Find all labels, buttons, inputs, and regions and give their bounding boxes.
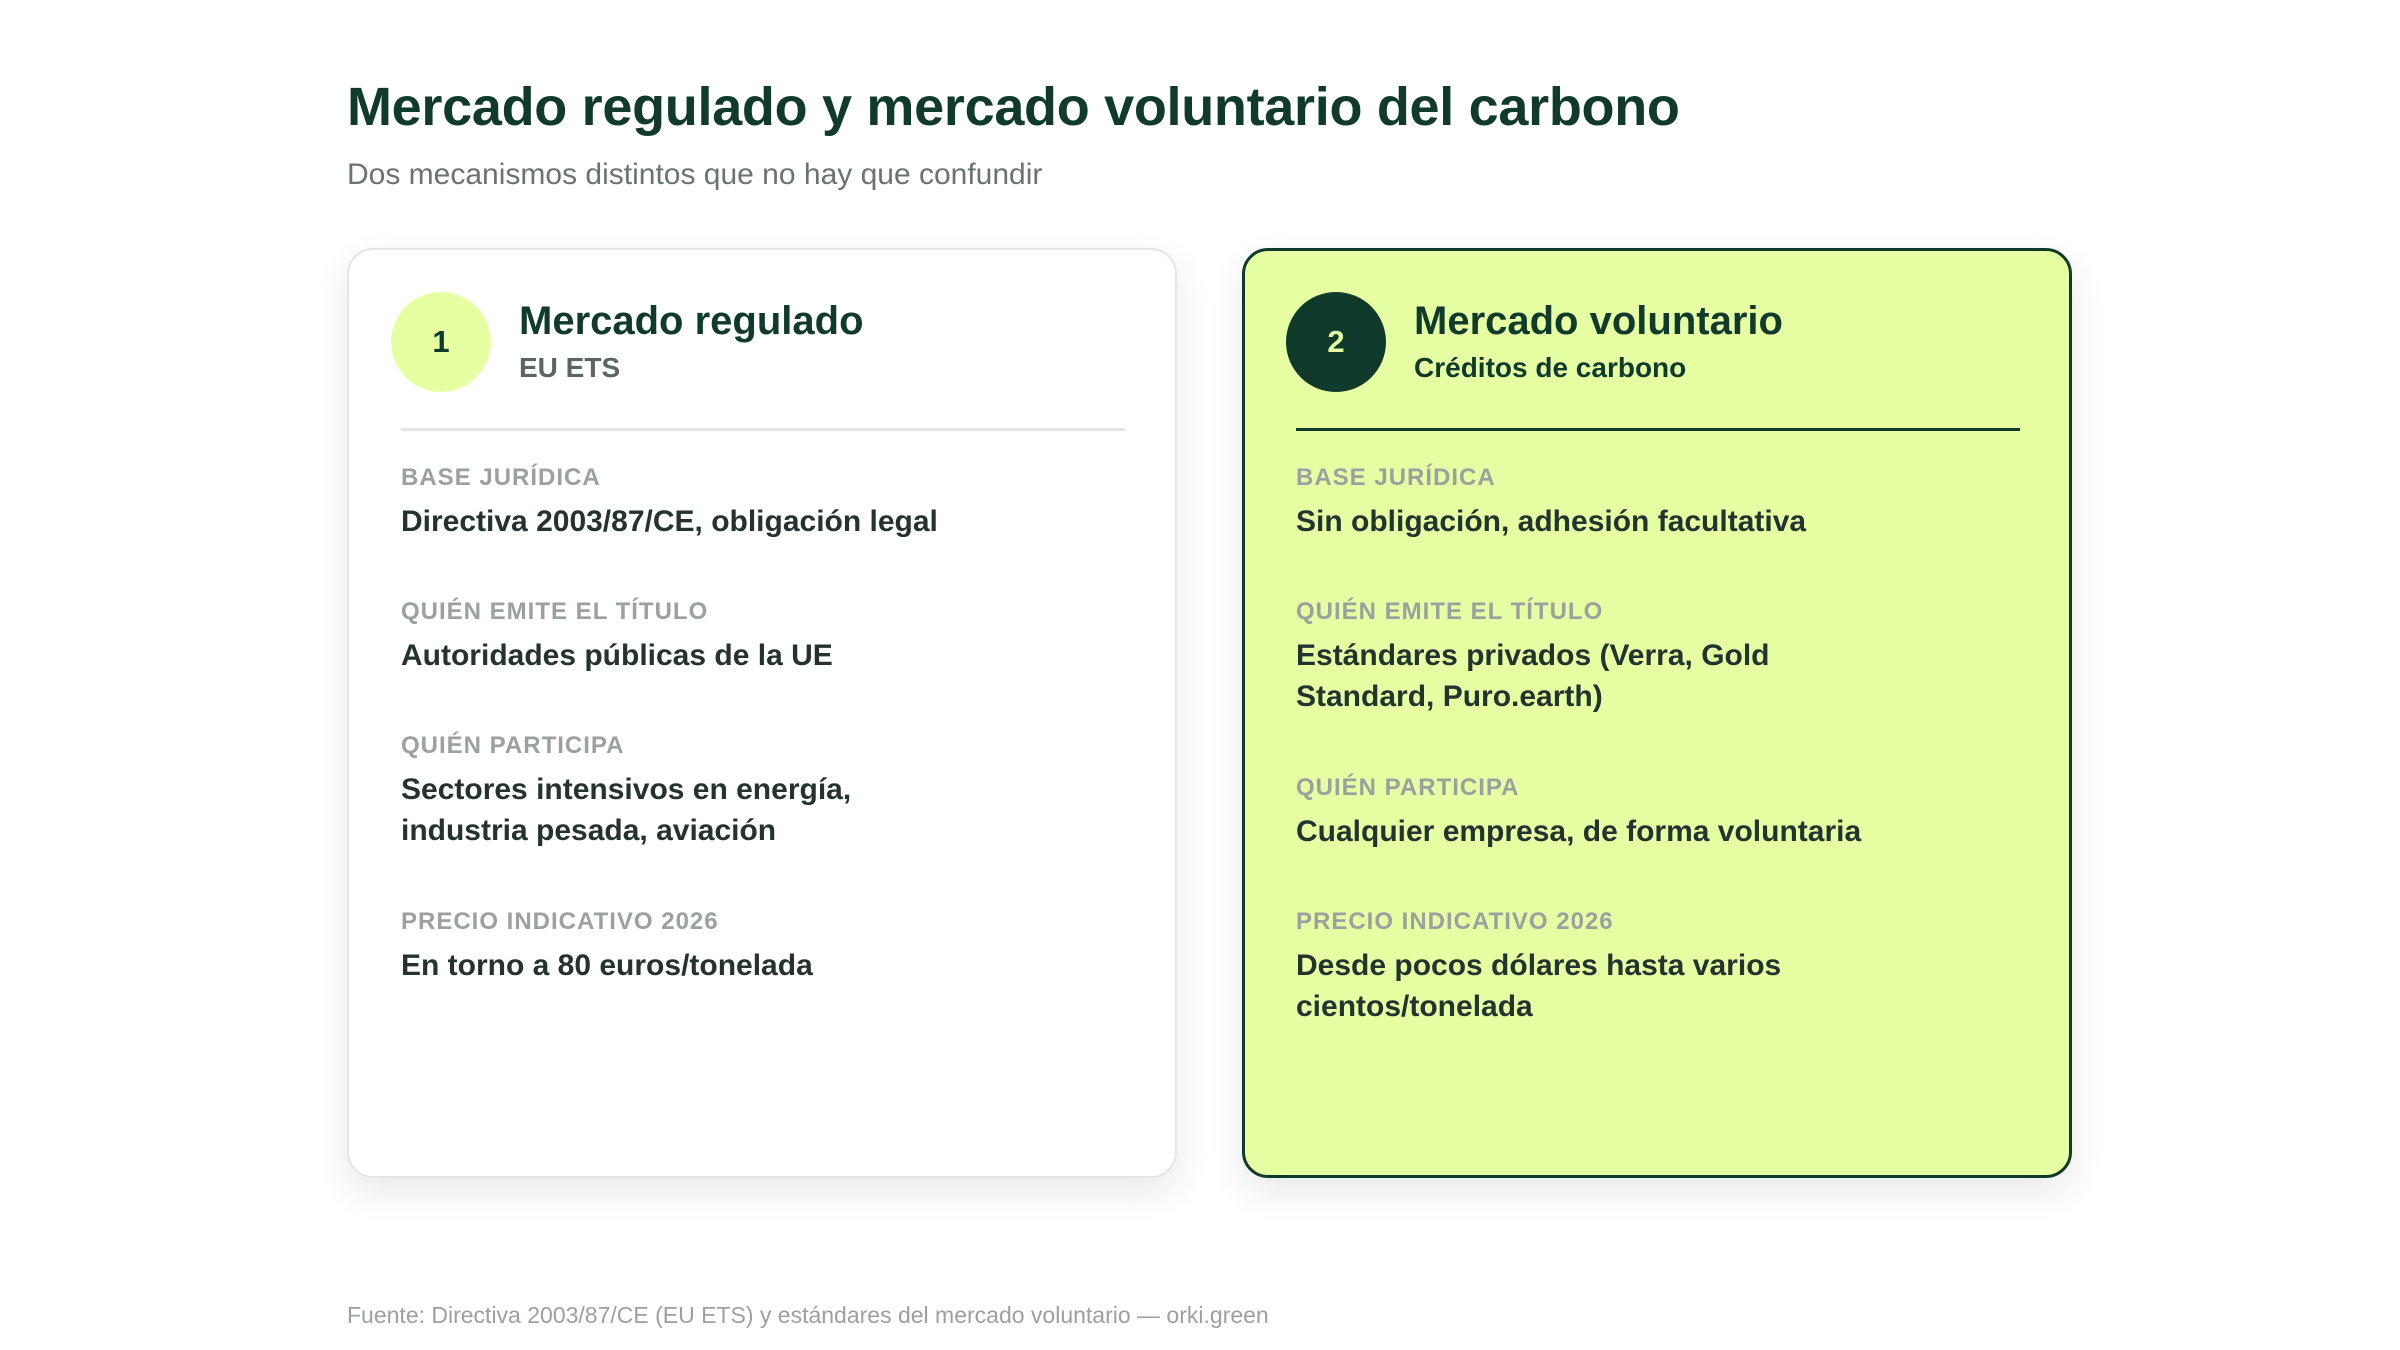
field-participants [401,730,1101,851]
field-label: PRECIO INDICATIVO 2026 [401,908,719,935]
divider [401,428,1125,431]
field-legal-basis [1296,462,1996,542]
card-voluntary-market [1242,248,2072,1178]
field-issuer [401,596,1101,676]
field-value: Desde pocos dólares hasta varios cientos/tonelada [1296,949,1782,1023]
field-label: BASE JURÍDICA [1296,464,1496,491]
field-value: En torno a 80 euros/tonelada [401,949,813,982]
page-title: Mercado regulado y mercado voluntario del carbono [347,77,1680,137]
number-badge: 2 [1286,292,1386,392]
field-value: Estándares privados (Verra, Gold Standard, Puro.earth) [1296,639,1770,713]
card-title: Mercado voluntario [1414,299,1783,343]
field-price [401,906,1101,986]
card-regulated-market [347,248,1177,1178]
field-price [1296,906,1996,1027]
field-legal-basis [401,462,1101,542]
field-label: QUIÉN EMITE EL TÍTULO [1296,598,1604,625]
field-value: Sin obligación, adhesión facultativa [1296,505,1807,538]
card-subtitle: EU ETS [519,352,621,383]
field-label: QUIÉN PARTICIPA [401,732,625,759]
field-value: Autoridades públicas de la UE [401,639,833,672]
field-label: QUIÉN PARTICIPA [1296,774,1520,801]
card-subtitle: Créditos de carbono [1414,352,1687,383]
field-value: Directiva 2003/87/CE, obligación legal [401,505,938,538]
field-issuer [1296,596,1996,717]
field-value: Cualquier empresa, de forma voluntaria [1296,815,1862,848]
field-label: QUIÉN EMITE EL TÍTULO [401,598,709,625]
field-label: PRECIO INDICATIVO 2026 [1296,908,1614,935]
field-value: Sectores intensivos en energía, industria pesada, aviación [401,773,852,847]
divider [1296,428,2020,431]
card-title: Mercado regulado [519,299,864,343]
field-label: BASE JURÍDICA [401,464,601,491]
number-badge: 1 [391,292,491,392]
source-footnote: Fuente: Directiva 2003/87/CE (EU ETS) y estándares del mercado voluntario — orki.green [347,1302,1269,1328]
field-participants [1296,772,1996,852]
page-subtitle: Dos mecanismos distintos que no hay que confundir [347,158,1043,191]
